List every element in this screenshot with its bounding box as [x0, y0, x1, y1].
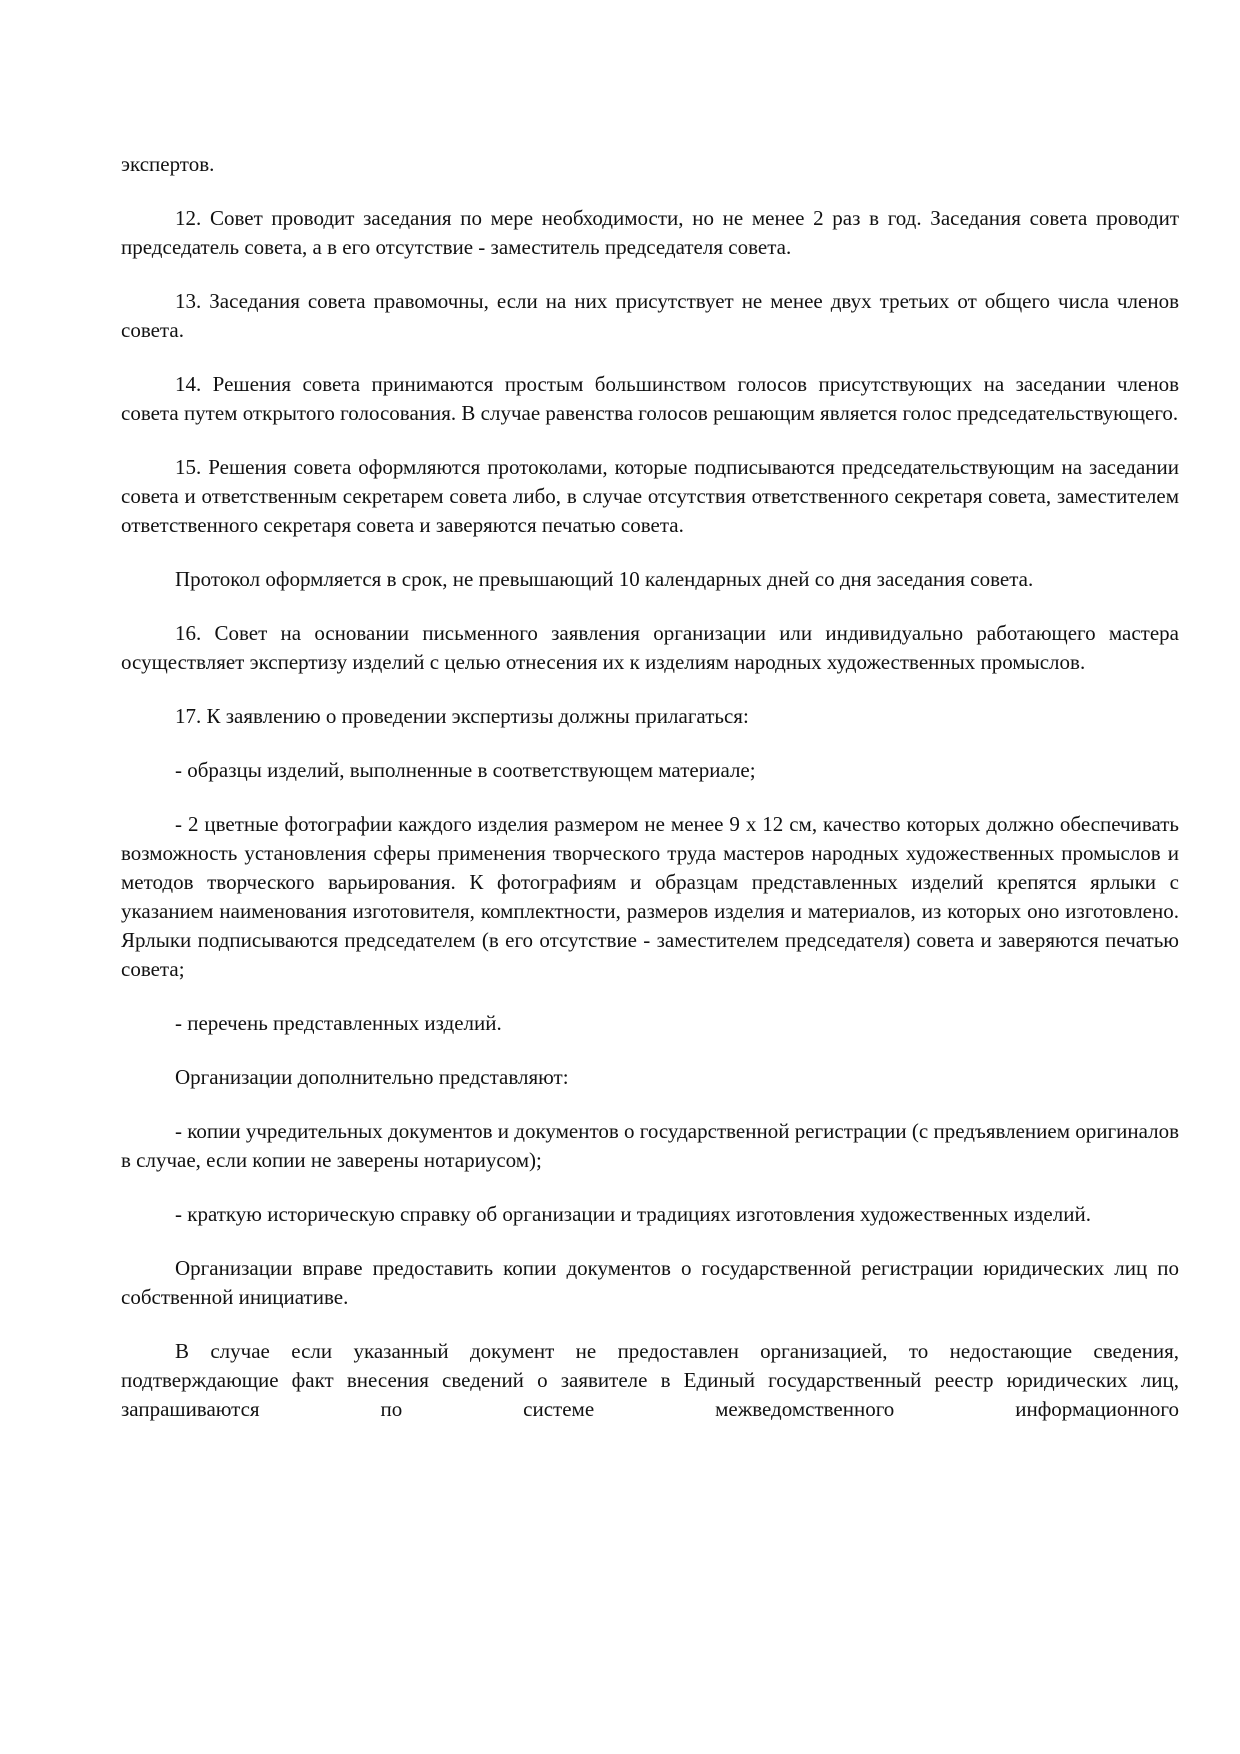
list-item-inventory: - перечень представленных изделий. — [175, 1011, 502, 1035]
paragraph-organizations: Организации дополнительно представляют: — [175, 1065, 569, 1089]
paragraph-continuation: экспертов. — [121, 152, 215, 176]
paragraph-item-16: 16. Совет на основании письменного заявления организации или индивидуально работающего мастера осуществляет экспертизу изделий с целью отнесения их к изделиям народных художественных промыслов. — [121, 621, 1179, 674]
paragraph-item-15: 15. Решения совета оформляются протоколами, которые подписываются председательствующим на заседании совета и ответственным секретарем совета либо, в случае отсутствия ответственного секретаря совета, заместителем ответственного секретаря совета и заверяются печатью совета. — [121, 455, 1179, 537]
paragraph-protocol: Протокол оформляется в срок, не превышающий 10 календарных дней со дня заседания совета. — [175, 567, 1034, 591]
list-item-copies: - копии учредительных документов и документов о государственной регистрации (с предъявлением оригиналов в случае, если копии не заверены нотариусом); — [121, 1119, 1179, 1172]
list-item-photos: - 2 цветные фотографии каждого изделия размером не менее 9 x 12 см, качество которых должно обеспечивать возможность установления сферы применения творческого труда мастеров народных художественных промыслов и методов творческого варьирования. К фотографиям и образцам представленных изделий крепятся ярлыки с указанием наименования изготовителя, комплектности, размеров изделия и материалов, из которых оно изготовлено. Ярлыки подписываются председателем (в его отсутствие - заместителем председателя) совета и заверяются печатью совета; — [121, 812, 1179, 981]
list-item-samples: - образцы изделий, выполненные в соответствующем материале; — [175, 758, 756, 782]
list-item-history: - краткую историческую справку об организации и традициях изготовления художественных изделий. — [175, 1202, 1091, 1226]
paragraph-item-17: 17. К заявлению о проведении экспертизы должны прилагаться: — [175, 704, 749, 728]
paragraph-missing-document: В случае если указанный документ не предоставлен организацией, то недостающие сведения, подтверждающие факт внесения сведений о заявителе в Единый государственный реестр юридических лиц, запрашиваются по системе межведомственного информационного — [121, 1339, 1179, 1421]
paragraph-item-12: 12. Совет проводит заседания по мере необходимости, но не менее 2 раз в год. Заседания совета проводит председатель совета, а в его отсутствие - заместитель председателя совета. — [121, 206, 1179, 259]
paragraph-organizations-right: Организации вправе предоставить копии документов о государственной регистрации юридических лиц по собственной инициативе. — [121, 1256, 1179, 1309]
paragraph-item-13: 13. Заседания совета правомочны, если на них присутствует не менее двух третьих от общего числа членов совета. — [121, 289, 1179, 342]
paragraph-item-14: 14. Решения совета принимаются простым большинством голосов присутствующих на заседании членов совета путем открытого голосования. В случае равенства голосов решающим является голос председательствующего. — [121, 372, 1179, 425]
document-page — [121, 150, 1179, 1449]
